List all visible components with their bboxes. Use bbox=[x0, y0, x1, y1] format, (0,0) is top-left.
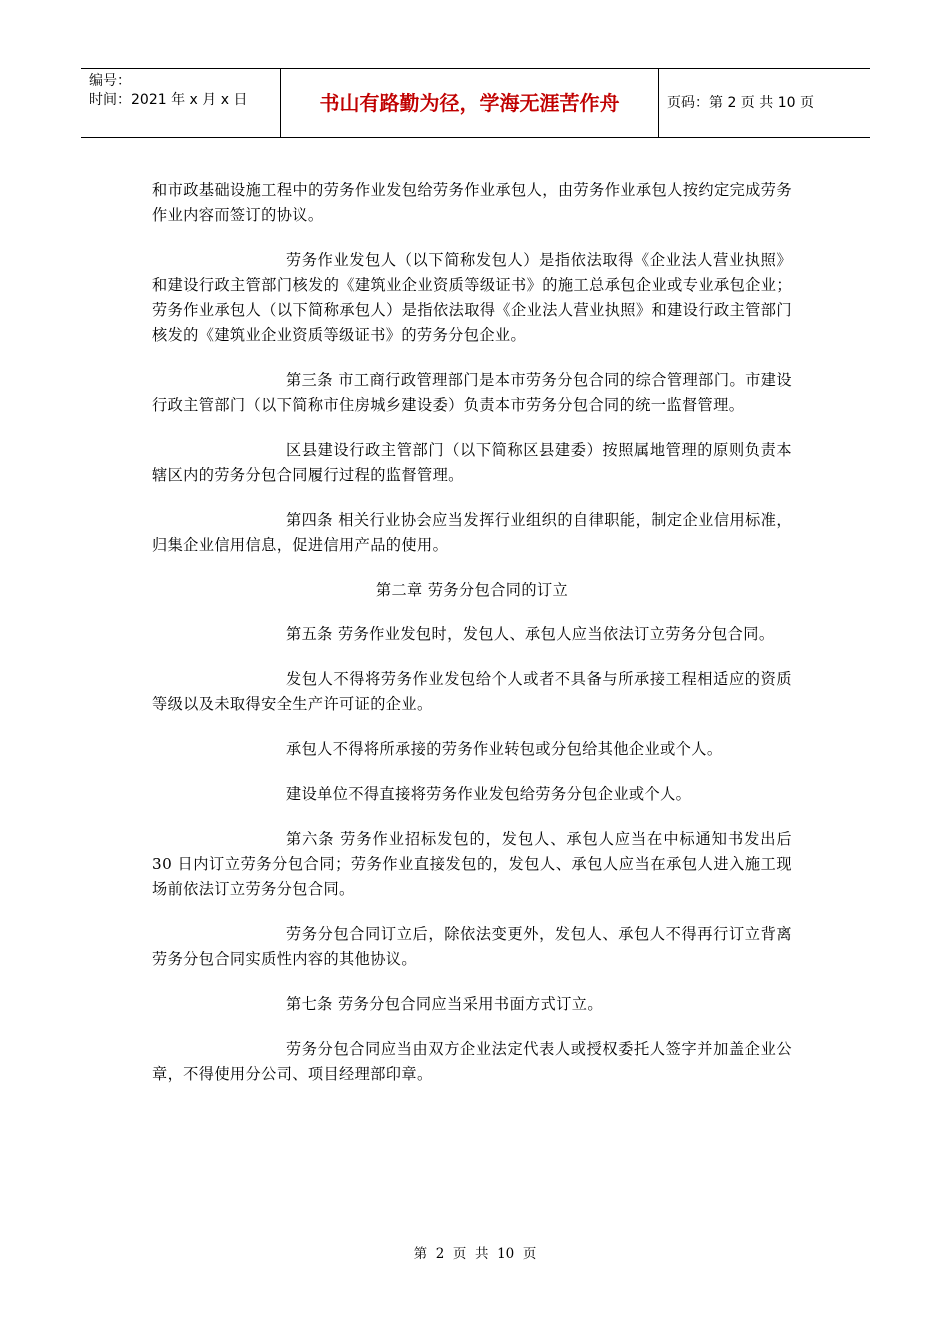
paragraph-owner-restriction: 建设单位不得直接将劳务作业发包给劳务分包企业或个人。 bbox=[286, 785, 692, 803]
header-slogan-cell bbox=[281, 69, 659, 137]
chapter-heading: 第二章 劳务分包合同的订立 bbox=[375, 581, 569, 599]
paragraph-definition: 劳务作业发包人（以下简称发包人）是指依法取得《企业法人营业执照》和建设行政主管部门核发的《建筑业企业资质等级证书》的施工总承包企业或专业承包企业；劳务作业承包人（以下简称承包人）是指依法取得《企业法人营业执照》和建设行政主管部门核发的《建筑业企业资质等级证书》的劳务分包企业。 bbox=[152, 251, 792, 344]
header-meta-cell bbox=[81, 69, 281, 137]
page-footer: 第 2 页 共 10 页 bbox=[413, 1246, 537, 1262]
paragraph-article-7: 第七条 劳务分包合同应当采用书面方式订立。 bbox=[286, 995, 603, 1013]
document-number-label: 编号： bbox=[89, 73, 131, 89]
paragraph-article-3: 第三条 市工商行政管理部门是本市劳务分包合同的综合管理部门。市建设行政主管部门（以下简称市住房城乡建设委）负责本市劳务分包合同的统一监督管理。 bbox=[152, 371, 792, 414]
paragraph-article-6: 第六条 劳务作业招标发包的，发包人、承包人应当在中标通知书发出后 30 日内订立劳务分包合同；劳务作业直接发包的，发包人、承包人应当在承包人进入施工现场前依法订立劳务分包合同。 bbox=[152, 830, 792, 898]
paragraph-subcontract-restriction: 承包人不得将所承接的劳务作业转包或分包给其他企业或个人。 bbox=[286, 740, 723, 758]
paragraph-no-side-agreement: 劳务分包合同订立后，除依法变更外，发包人、承包人不得再行订立背离劳务分包合同实质性内容的其他协议。 bbox=[152, 925, 792, 968]
paragraph-district-supervision: 区县建设行政主管部门（以下简称区县建委）按照属地管理的原则负责本辖区内的劳务分包合同履行过程的监督管理。 bbox=[152, 441, 792, 484]
header-page-cell bbox=[659, 69, 870, 137]
document-time-label: 时间：2021 年 x 月 x 日 bbox=[89, 92, 248, 108]
header-slogan: 书山有路勤为径，学海无涯苦作舟 bbox=[319, 91, 620, 115]
paragraph-signature-seal: 劳务分包合同应当由双方企业法定代表人或授权委托人签字并加盖企业公章，不得使用分公司、项目经理部印章。 bbox=[152, 1040, 792, 1083]
paragraph-contractor-restriction: 发包人不得将劳务作业发包给个人或者不具备与所承接工程相适应的资质等级以及未取得安全生产许可证的企业。 bbox=[152, 670, 792, 713]
header-page-info: 页码：第 2 页 共 10 页 bbox=[667, 95, 814, 111]
page-header bbox=[81, 68, 870, 138]
paragraph-article-5: 第五条 劳务作业发包时，发包人、承包人应当依法订立劳务分包合同。 bbox=[286, 625, 775, 643]
paragraph-continuation: 和市政基础设施工程中的劳务作业发包给劳务作业承包人，由劳务作业承包人按约定完成劳务作业内容而签订的协议。 bbox=[152, 181, 792, 224]
document-body bbox=[152, 178, 792, 1107]
paragraph-article-4: 第四条 相关行业协会应当发挥行业组织的自律职能，制定企业信用标准，归集企业信用信息，促进信用产品的使用。 bbox=[152, 511, 792, 554]
